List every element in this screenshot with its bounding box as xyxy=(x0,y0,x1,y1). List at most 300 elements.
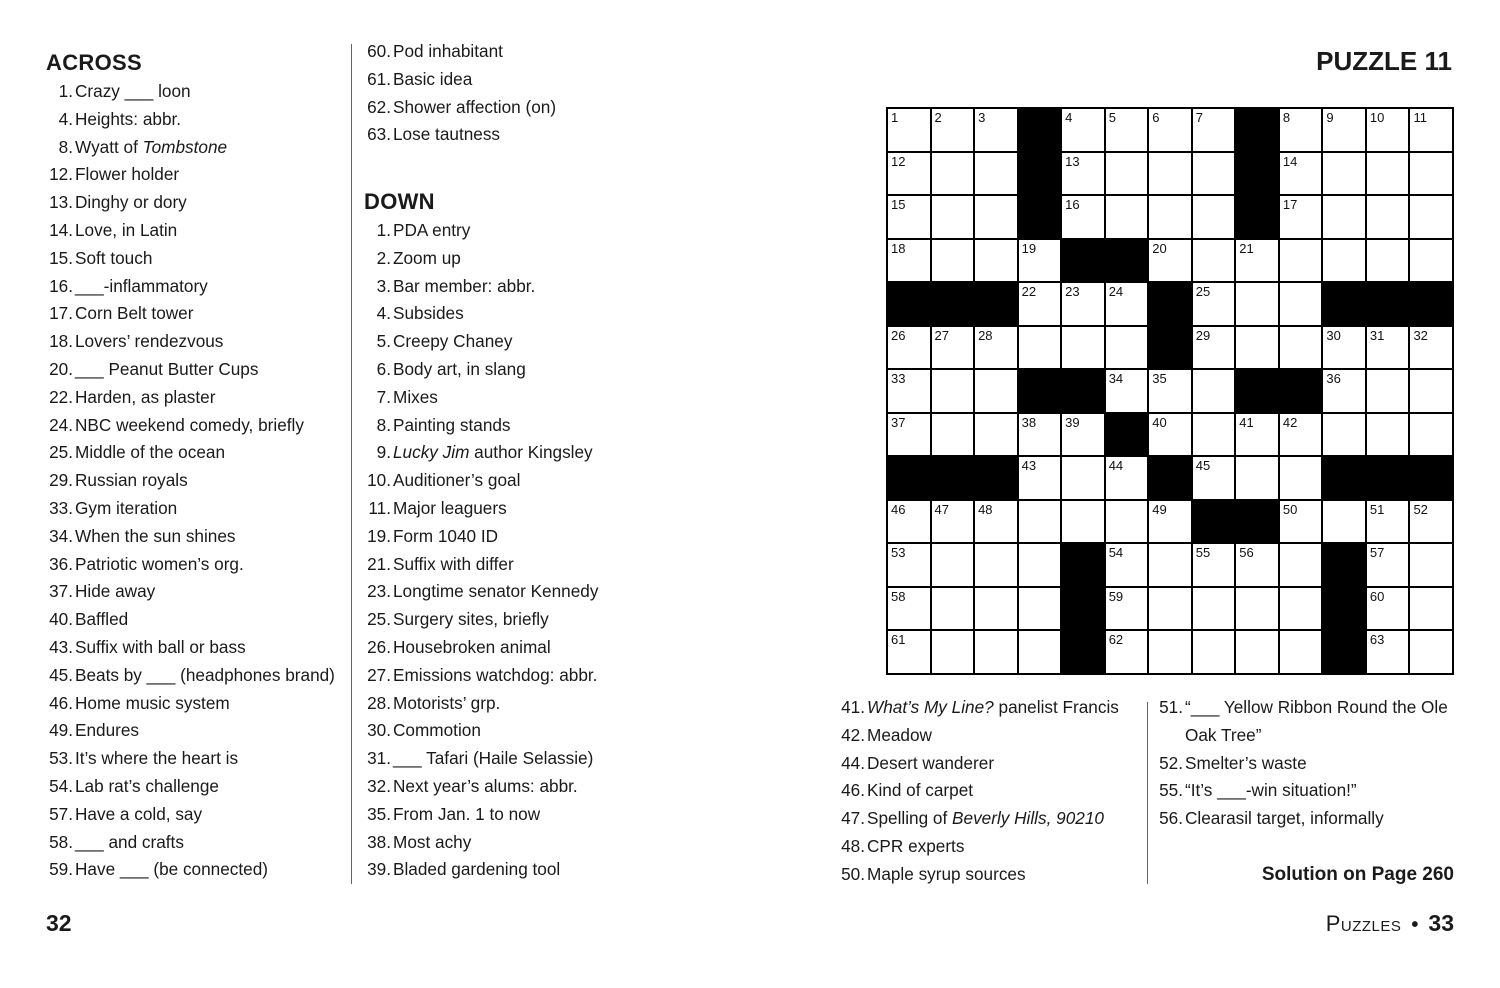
grid-cell-number: 34 xyxy=(1108,371,1124,387)
clue-item xyxy=(46,856,335,884)
grid-cell xyxy=(1193,240,1235,282)
clue-item xyxy=(364,606,598,634)
grid-cell xyxy=(1323,109,1365,151)
grid-cell-number: 19 xyxy=(1021,240,1037,256)
grid-cell-black xyxy=(1062,588,1104,630)
grid-cell-number: 33 xyxy=(891,371,906,387)
grid-cell xyxy=(1019,544,1061,586)
clue-item xyxy=(364,829,598,857)
grid-cell xyxy=(975,196,1017,238)
clue-text xyxy=(75,439,225,467)
grid-cell xyxy=(1019,588,1061,630)
grid-cell xyxy=(1062,196,1104,238)
clue-text xyxy=(75,801,202,829)
grid-cell xyxy=(1106,283,1148,325)
clue-text-body: Next year’s alums: abbr. xyxy=(393,775,578,796)
clue-text xyxy=(75,495,177,523)
grid-cell-number: 3 xyxy=(978,110,986,125)
clue-item xyxy=(46,273,335,301)
clue-text-body: From Jan. 1 to now xyxy=(393,803,541,824)
grid-cell xyxy=(1106,109,1148,151)
grid-cell xyxy=(1062,109,1104,151)
clue-number: 39. xyxy=(367,859,391,880)
clue-item xyxy=(46,662,335,690)
grid-cell xyxy=(1149,196,1191,238)
clue-number: 63. xyxy=(367,124,391,145)
clue-number: 7. xyxy=(376,386,391,407)
grid-cell xyxy=(1280,588,1322,630)
grid-cell xyxy=(1280,327,1322,369)
clue-text-body: Emissions watchdog: abbr. xyxy=(393,664,598,685)
clue-text xyxy=(75,773,219,801)
bullet-separator: • xyxy=(1411,914,1419,936)
grid-cell xyxy=(1193,196,1235,238)
page-number-left: 32 xyxy=(46,910,72,936)
clue-text xyxy=(75,161,179,189)
clue-text-body: ___ Tafari (Haile Selassie) xyxy=(393,748,594,769)
clue-item xyxy=(46,578,335,606)
grid-cell xyxy=(975,240,1017,282)
grid-cell xyxy=(975,501,1017,543)
clue-text-body: CPR experts xyxy=(867,835,965,856)
grid-cell-number: 43 xyxy=(1021,458,1037,474)
clue-number: 46. xyxy=(49,692,73,713)
grid-cell xyxy=(1019,631,1061,673)
grid-cell-black xyxy=(1367,283,1409,325)
grid-cell-black xyxy=(932,457,974,499)
grid-cell-number: 38 xyxy=(1021,414,1037,430)
clue-text xyxy=(393,745,593,773)
clue-text xyxy=(393,439,593,467)
grid-cell xyxy=(1019,501,1061,543)
clue-item xyxy=(364,745,598,773)
grid-cell xyxy=(975,153,1017,195)
grid-cell-black xyxy=(1236,196,1278,238)
grid-cell xyxy=(1367,153,1409,195)
clue-number: 28. xyxy=(367,692,391,713)
clue-item xyxy=(364,634,598,662)
running-head: Puzzles xyxy=(1325,911,1402,936)
clue-item xyxy=(46,439,335,467)
clue-item xyxy=(46,356,335,384)
clue-number: 8. xyxy=(58,136,73,157)
grid-cell xyxy=(1410,414,1452,456)
clue-text xyxy=(393,523,498,551)
clue-text-body: Russian royals xyxy=(75,470,188,491)
grid-cell xyxy=(1280,414,1322,456)
clue-text xyxy=(393,300,464,328)
column-divider-right xyxy=(1147,702,1148,884)
grid-cell xyxy=(1149,544,1191,586)
clue-text-body: Lab rat’s challenge xyxy=(75,775,219,796)
grid-cell xyxy=(1410,153,1452,195)
clue-text xyxy=(75,273,208,301)
clue-text-body: panelist Francis xyxy=(993,697,1119,717)
clue-text xyxy=(75,606,128,634)
clue-text-body: “It’s ___-win situation!” xyxy=(1185,780,1357,801)
grid-cell-black xyxy=(1019,109,1061,151)
grid-cell xyxy=(888,109,930,151)
grid-cell-black xyxy=(932,283,974,325)
clue-text-body: When the sun shines xyxy=(75,525,236,546)
clue-item xyxy=(838,694,1119,722)
clue-number: 52. xyxy=(1159,752,1183,773)
grid-cell xyxy=(1149,631,1191,673)
clue-item xyxy=(838,722,1119,750)
grid-cell xyxy=(975,544,1017,586)
grid-cell-number: 1 xyxy=(891,110,899,125)
clue-text xyxy=(75,523,236,551)
grid-cell xyxy=(1280,240,1322,282)
clue-text-body: Surgery sites, briefly xyxy=(393,609,549,630)
clue-text-body: Heights: abbr. xyxy=(75,108,182,129)
grid-cell-number: 16 xyxy=(1065,197,1080,213)
grid-cell xyxy=(1323,153,1365,195)
clue-text-body: Beats by ___ (headphones brand) xyxy=(75,664,335,685)
grid-cell xyxy=(1236,414,1278,456)
clue-number: 57. xyxy=(49,803,73,824)
clue-number: 19. xyxy=(367,525,391,546)
grid-cell-number: 2 xyxy=(934,110,942,125)
clue-text xyxy=(393,551,514,579)
clue-number: 51. xyxy=(1159,697,1183,717)
grid-cell-number: 18 xyxy=(891,240,906,256)
clue-number: 32. xyxy=(367,775,391,796)
grid-cell-black xyxy=(1323,457,1365,499)
grid-cell xyxy=(1062,327,1104,369)
clue-text xyxy=(75,829,184,857)
clue-item xyxy=(364,412,598,440)
clue-number: 6. xyxy=(376,358,391,379)
across-heading: ACROSS xyxy=(46,50,142,75)
grid-cell xyxy=(932,501,974,543)
clue-item xyxy=(364,551,598,579)
clue-item xyxy=(838,777,1119,805)
clue-item xyxy=(46,523,335,551)
clue-item xyxy=(46,328,335,356)
grid-cell xyxy=(1193,153,1235,195)
grid-cell-number: 48 xyxy=(978,501,993,517)
clue-number: 43. xyxy=(49,636,73,657)
grid-cell xyxy=(1149,109,1191,151)
grid-cell xyxy=(1193,631,1235,673)
clue-number: 47. xyxy=(841,808,865,829)
clue-text-body: Kind of carpet xyxy=(867,780,974,801)
column-divider-left xyxy=(351,44,352,884)
clue-number: 58. xyxy=(49,831,73,852)
clue-text xyxy=(75,356,258,384)
clue-text-body: Dinghy or dory xyxy=(75,192,187,213)
clue-number: 60. xyxy=(367,41,391,61)
clue-number: 22. xyxy=(49,386,73,407)
grid-cell-number: 6 xyxy=(1152,110,1160,125)
clue-text-body: Smelter’s waste xyxy=(1185,752,1307,773)
clue-item xyxy=(46,801,335,829)
clue-number: 4. xyxy=(376,303,391,324)
grid-cell xyxy=(1367,196,1409,238)
grid-cell xyxy=(1410,588,1452,630)
clue-item xyxy=(46,217,335,245)
grid-cell-black xyxy=(1323,631,1365,673)
clue-text-body: Maple syrup sources xyxy=(867,863,1026,884)
grid-cell-black xyxy=(1367,457,1409,499)
grid-cell-number: 13 xyxy=(1065,153,1080,169)
grid-cell xyxy=(1280,631,1322,673)
grid-cell xyxy=(1410,327,1452,369)
clue-text-body: ___ and crafts xyxy=(75,831,184,852)
grid-cell xyxy=(932,240,974,282)
clue-text xyxy=(867,833,964,861)
clue-text xyxy=(75,745,238,773)
grid-cell xyxy=(888,588,930,630)
grid-cell xyxy=(1236,544,1278,586)
clue-text-body: author Kingsley xyxy=(469,442,593,463)
clue-text-body: Meadow xyxy=(867,724,932,745)
clue-text xyxy=(867,722,932,750)
clue-text xyxy=(1185,750,1455,778)
grid-cell-number: 46 xyxy=(891,501,906,517)
clue-item xyxy=(838,750,1119,778)
grid-cell-number: 26 xyxy=(891,327,906,343)
clue-item xyxy=(46,106,335,134)
clue-text-body: Suffix with differ xyxy=(393,553,514,574)
clue-text xyxy=(393,495,507,523)
grid-cell-black xyxy=(975,283,1017,325)
clue-number: 59. xyxy=(49,859,73,880)
grid-cell xyxy=(888,414,930,456)
clue-text xyxy=(75,189,187,217)
clue-item xyxy=(364,578,598,606)
grid-cell-number: 56 xyxy=(1239,545,1254,561)
clue-number: 37. xyxy=(49,581,73,602)
grid-cell-number: 61 xyxy=(891,632,906,648)
clue-number: 55. xyxy=(1159,780,1183,801)
clue-text-body: ___ Peanut Butter Cups xyxy=(75,358,259,379)
clue-number: 54. xyxy=(49,775,73,796)
grid-cell xyxy=(1062,153,1104,195)
clue-number: 31. xyxy=(367,748,391,769)
grid-cell xyxy=(932,414,974,456)
clue-item xyxy=(838,805,1119,833)
clue-item xyxy=(46,300,335,328)
clue-text xyxy=(393,578,598,606)
grid-cell xyxy=(1019,283,1061,325)
grid-cell-black xyxy=(1019,370,1061,412)
grid-cell-number: 51 xyxy=(1369,501,1385,517)
clue-item xyxy=(46,551,335,579)
grid-cell-black xyxy=(975,457,1017,499)
clue-item xyxy=(364,121,556,149)
clue-text xyxy=(867,777,973,805)
clue-text xyxy=(867,694,1119,722)
clue-text-body: Home music system xyxy=(75,692,230,713)
clue-text xyxy=(75,717,139,745)
puzzle-title: PUZZLE 11 xyxy=(1316,46,1452,76)
clue-text xyxy=(75,78,191,106)
grid-cell xyxy=(1280,544,1322,586)
solution-note: Solution on Page 260 xyxy=(1261,864,1454,885)
grid-cell xyxy=(1106,196,1148,238)
grid-cell-black xyxy=(1062,544,1104,586)
grid-cell-black xyxy=(1410,457,1452,499)
clue-item xyxy=(364,94,556,122)
clue-text-body: Have ___ (be connected) xyxy=(75,859,269,880)
clue-text-body: Longtime senator Kennedy xyxy=(393,581,599,602)
clue-text xyxy=(393,773,578,801)
grid-cell xyxy=(1019,240,1061,282)
grid-cell-number: 4 xyxy=(1065,110,1073,125)
clue-number: 2. xyxy=(376,247,391,268)
grid-cell-number: 45 xyxy=(1195,458,1211,474)
grid-cell-number: 53 xyxy=(891,545,906,561)
grid-cell xyxy=(1236,283,1278,325)
clue-text-body: Commotion xyxy=(393,720,481,741)
clue-item xyxy=(364,356,598,384)
clue-number: 45. xyxy=(49,664,73,685)
grid-cell-number: 25 xyxy=(1195,284,1211,300)
grid-cell xyxy=(975,327,1017,369)
clue-number: 14. xyxy=(49,219,73,240)
clue-number: 27. xyxy=(367,664,391,685)
grid-cell xyxy=(1106,588,1148,630)
clue-item xyxy=(46,745,335,773)
clue-text xyxy=(75,245,152,273)
clue-item xyxy=(1156,694,1456,750)
grid-cell-black xyxy=(1410,283,1452,325)
grid-cell xyxy=(1019,414,1061,456)
grid-cell xyxy=(975,109,1017,151)
clue-text-body: Motorists’ grp. xyxy=(393,692,501,713)
grid-cell-number: 57 xyxy=(1369,545,1385,561)
grid-cell-number: 15 xyxy=(891,197,906,213)
clue-item xyxy=(46,690,335,718)
clue-text-body: “___ Yellow Ribbon Round the Ole Oak Tree” xyxy=(1185,697,1448,745)
clue-number: 29. xyxy=(49,470,73,491)
grid-cell xyxy=(1193,370,1235,412)
clue-number: 49. xyxy=(49,720,73,741)
clue-text xyxy=(75,467,188,495)
grid-cell xyxy=(1323,327,1365,369)
grid-cell xyxy=(1236,631,1278,673)
grid-cell xyxy=(888,501,930,543)
clue-number: 44. xyxy=(841,752,865,773)
clue-item xyxy=(1156,805,1456,833)
grid-cell-black xyxy=(888,283,930,325)
clue-text xyxy=(393,606,549,634)
down-heading: DOWN xyxy=(364,189,435,214)
grid-cell xyxy=(1410,370,1452,412)
clue-number: 25. xyxy=(367,609,391,630)
clue-number: 61. xyxy=(367,68,391,89)
grid-cell-number: 28 xyxy=(978,327,993,343)
grid-cell-black xyxy=(1062,240,1104,282)
grid-cell-black xyxy=(1149,283,1191,325)
grid-cell xyxy=(932,370,974,412)
clue-item xyxy=(364,662,598,690)
grid-cell xyxy=(888,327,930,369)
grid-cell-number: 9 xyxy=(1326,110,1334,125)
clue-item xyxy=(46,189,335,217)
clue-number: 42. xyxy=(841,724,865,745)
grid-cell xyxy=(1410,196,1452,238)
clue-item xyxy=(364,801,598,829)
clue-number: 24. xyxy=(49,414,73,435)
grid-cell xyxy=(1019,457,1061,499)
clue-number: 50. xyxy=(841,863,865,884)
clue-text-body: Zoom up xyxy=(393,247,461,268)
clue-text-body: NBC weekend comedy, briefly xyxy=(75,414,304,435)
grid-cell-black xyxy=(1062,370,1104,412)
page-number-right: 33 xyxy=(1428,910,1454,936)
clue-item xyxy=(364,773,598,801)
clue-item xyxy=(364,523,598,551)
clue-item xyxy=(364,856,598,884)
grid-cell xyxy=(1280,501,1322,543)
clue-item xyxy=(364,300,598,328)
grid-cell xyxy=(932,196,974,238)
clue-number: 8. xyxy=(376,414,391,435)
grid-cell-black xyxy=(1149,327,1191,369)
clue-text-body: Pod inhabitant xyxy=(393,41,503,61)
grid-cell-number: 21 xyxy=(1239,240,1254,256)
clue-text-body: Endures xyxy=(75,720,140,741)
clue-text xyxy=(393,328,512,356)
grid-cell-black xyxy=(1280,370,1322,412)
grid-cell xyxy=(1323,240,1365,282)
clue-number: 21. xyxy=(367,553,391,574)
grid-cell xyxy=(1280,153,1322,195)
clue-number: 12. xyxy=(49,164,73,185)
clue-item xyxy=(364,384,598,412)
clue-number: 23. xyxy=(367,581,391,602)
grid-cell-number: 52 xyxy=(1413,501,1428,517)
clue-number: 16. xyxy=(49,275,73,296)
grid-cell xyxy=(1367,631,1409,673)
grid-cell xyxy=(932,588,974,630)
grid-cell xyxy=(1367,370,1409,412)
clue-text-body: Flower holder xyxy=(75,164,180,185)
grid-cell-black xyxy=(1106,414,1148,456)
grid-cell-number: 37 xyxy=(891,414,906,430)
grid-cell xyxy=(1149,240,1191,282)
clue-number: 36. xyxy=(49,553,73,574)
clue-number: 53. xyxy=(49,748,73,769)
grid-cell-number: 62 xyxy=(1108,632,1124,648)
grid-cell-black xyxy=(1323,544,1365,586)
clue-text xyxy=(75,690,230,718)
clue-text-body: Corn Belt tower xyxy=(75,303,194,324)
grid-cell xyxy=(1106,631,1148,673)
grid-cell xyxy=(1367,544,1409,586)
clue-text-body: Desert wanderer xyxy=(867,752,995,773)
grid-cell xyxy=(888,153,930,195)
clue-item xyxy=(46,467,335,495)
clue-text xyxy=(393,121,500,149)
clue-text xyxy=(75,300,193,328)
grid-cell xyxy=(1149,414,1191,456)
grid-cell-number: 58 xyxy=(891,588,906,604)
grid-cell xyxy=(1367,414,1409,456)
clue-item xyxy=(46,245,335,273)
clue-text-body: Patriotic women’s org. xyxy=(75,553,244,574)
clue-text xyxy=(1185,805,1455,833)
grid-cell-black xyxy=(1149,457,1191,499)
clue-text xyxy=(393,662,597,690)
clue-item xyxy=(46,634,335,662)
grid-cell xyxy=(1410,240,1452,282)
grid-cell xyxy=(1236,240,1278,282)
grid-cell xyxy=(1062,501,1104,543)
